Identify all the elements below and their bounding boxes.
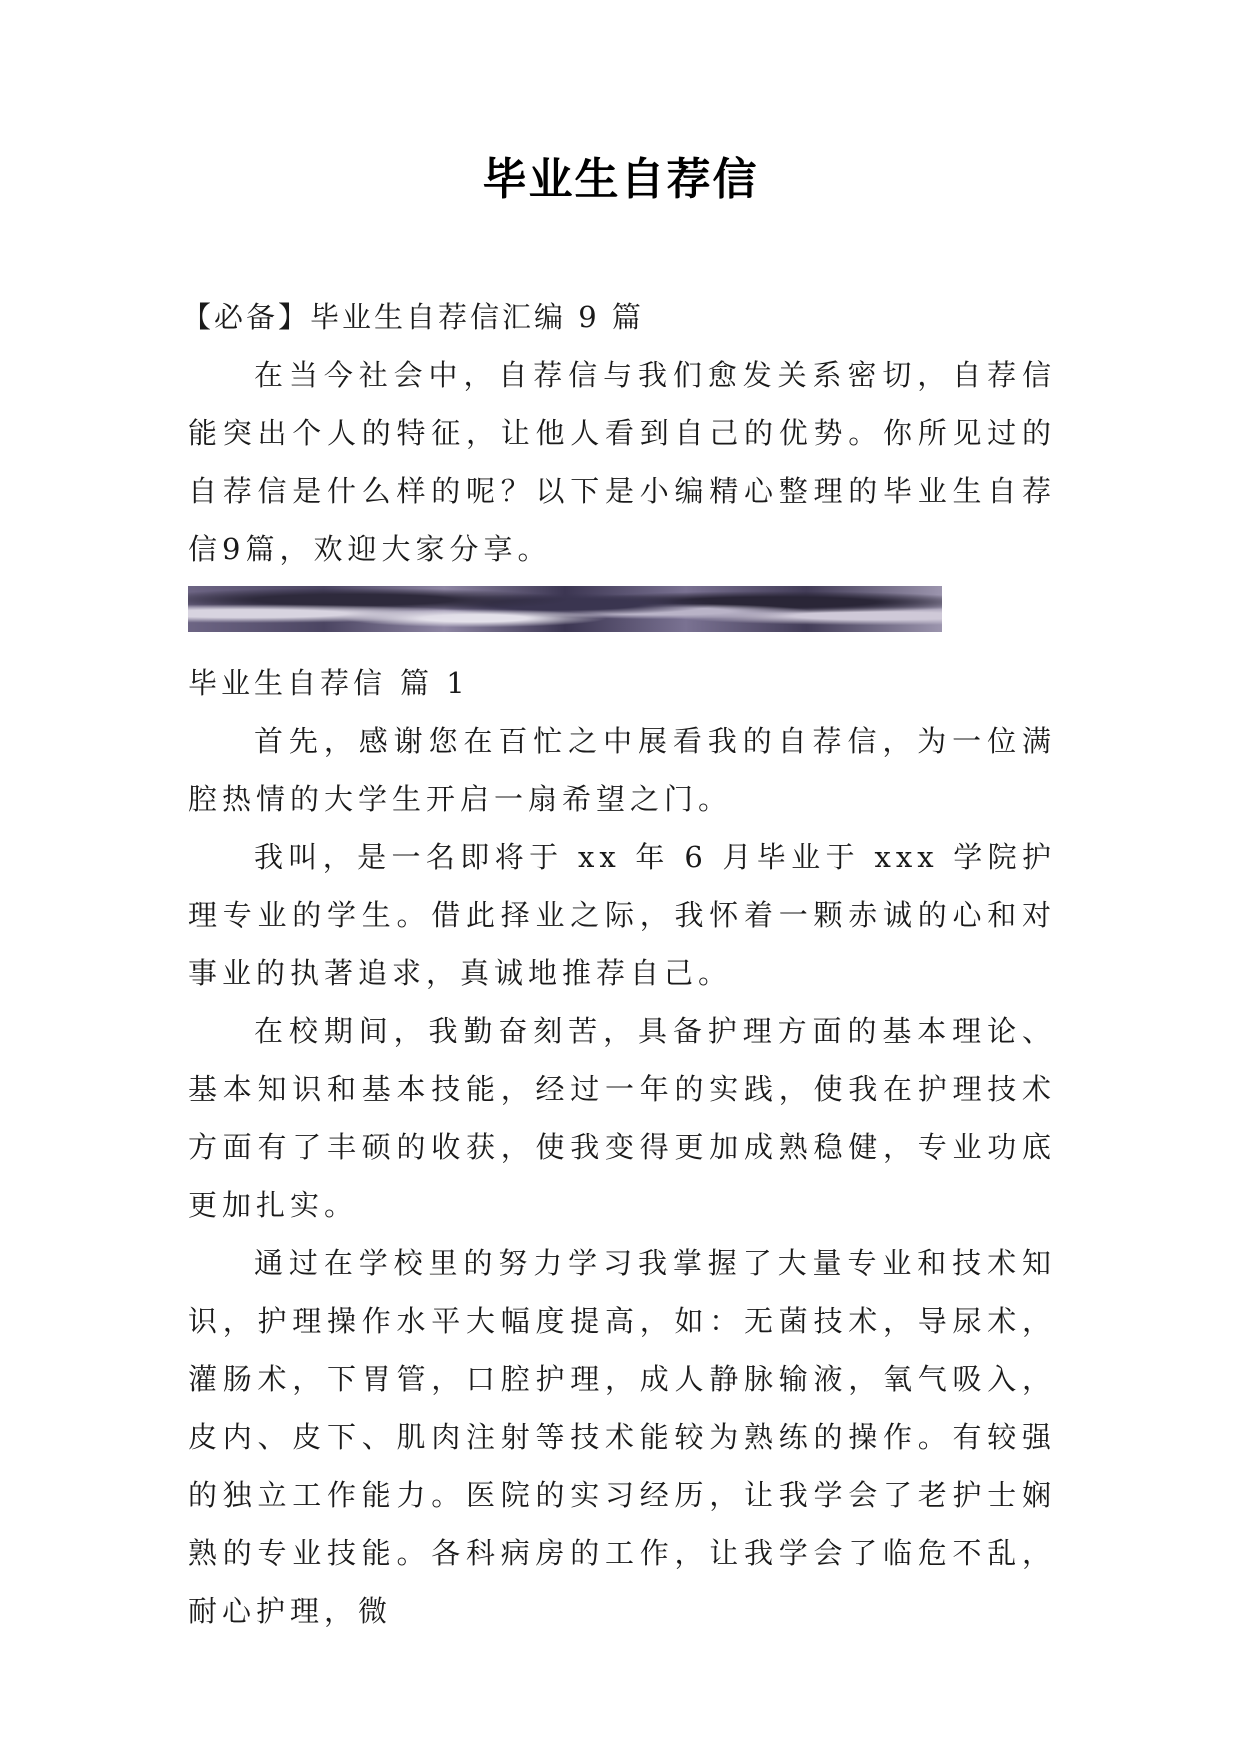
section-heading xyxy=(188,654,1056,712)
body-paragraph: 通过在学校里的努力学习我掌握了大量专业和技术知识，护理操作水平大幅度提高，如：无菌技术，导尿术，灌肠术，下胃管，口腔护理，成人静脉输液，氧气吸入，皮内、皮下、肌肉注射等技术能较为熟练的操作。有较强的独立工作能力。医院的实习经历，让我学会了老护士娴熟的专业技能。各科病房的工作，让我学会了临危不乱，耐心护理，微 xyxy=(188,1246,1056,1628)
section-number: 篇 1 xyxy=(400,666,469,700)
document-body xyxy=(182,288,1056,1640)
section-title: 毕业生自荐信 xyxy=(188,666,387,700)
body-paragraph: 首先，感谢您在百忙之中展看我的自荐信，为一位满腔热情的大学生开启一扇希望之门。 xyxy=(188,724,1056,816)
body-paragraph: 在校期间，我勤奋刻苦，具备护理方面的基本理论、基本知识和基本技能，经过一年的实践，使我在护理技术方面有了丰硕的收获，使我变得更加成熟稳健，专业功底更加扎实。 xyxy=(188,1014,1056,1222)
document-title: 毕业生自荐信 xyxy=(482,154,759,205)
document-subtitle: 【必备】毕业生自荐信汇编 9 篇 xyxy=(182,300,644,334)
decorative-image xyxy=(188,586,942,632)
body-paragraph: 我叫，是一名即将于 xx 年 6 月毕业于 xxx 学院护理专业的学生。借此择业之际，我怀着一颗赤诚的心和对事业的执著追求，真诚地推荐自己。 xyxy=(188,840,1056,990)
intro-paragraph: 在当今社会中，自荐信与我们愈发关系密切，自荐信能突出个人的特征，让他人看到自己的优势。你所见过的自荐信是什么样的呢？以下是小编精心整理的毕业生自荐信9篇，欢迎大家分享。 xyxy=(188,358,1056,566)
